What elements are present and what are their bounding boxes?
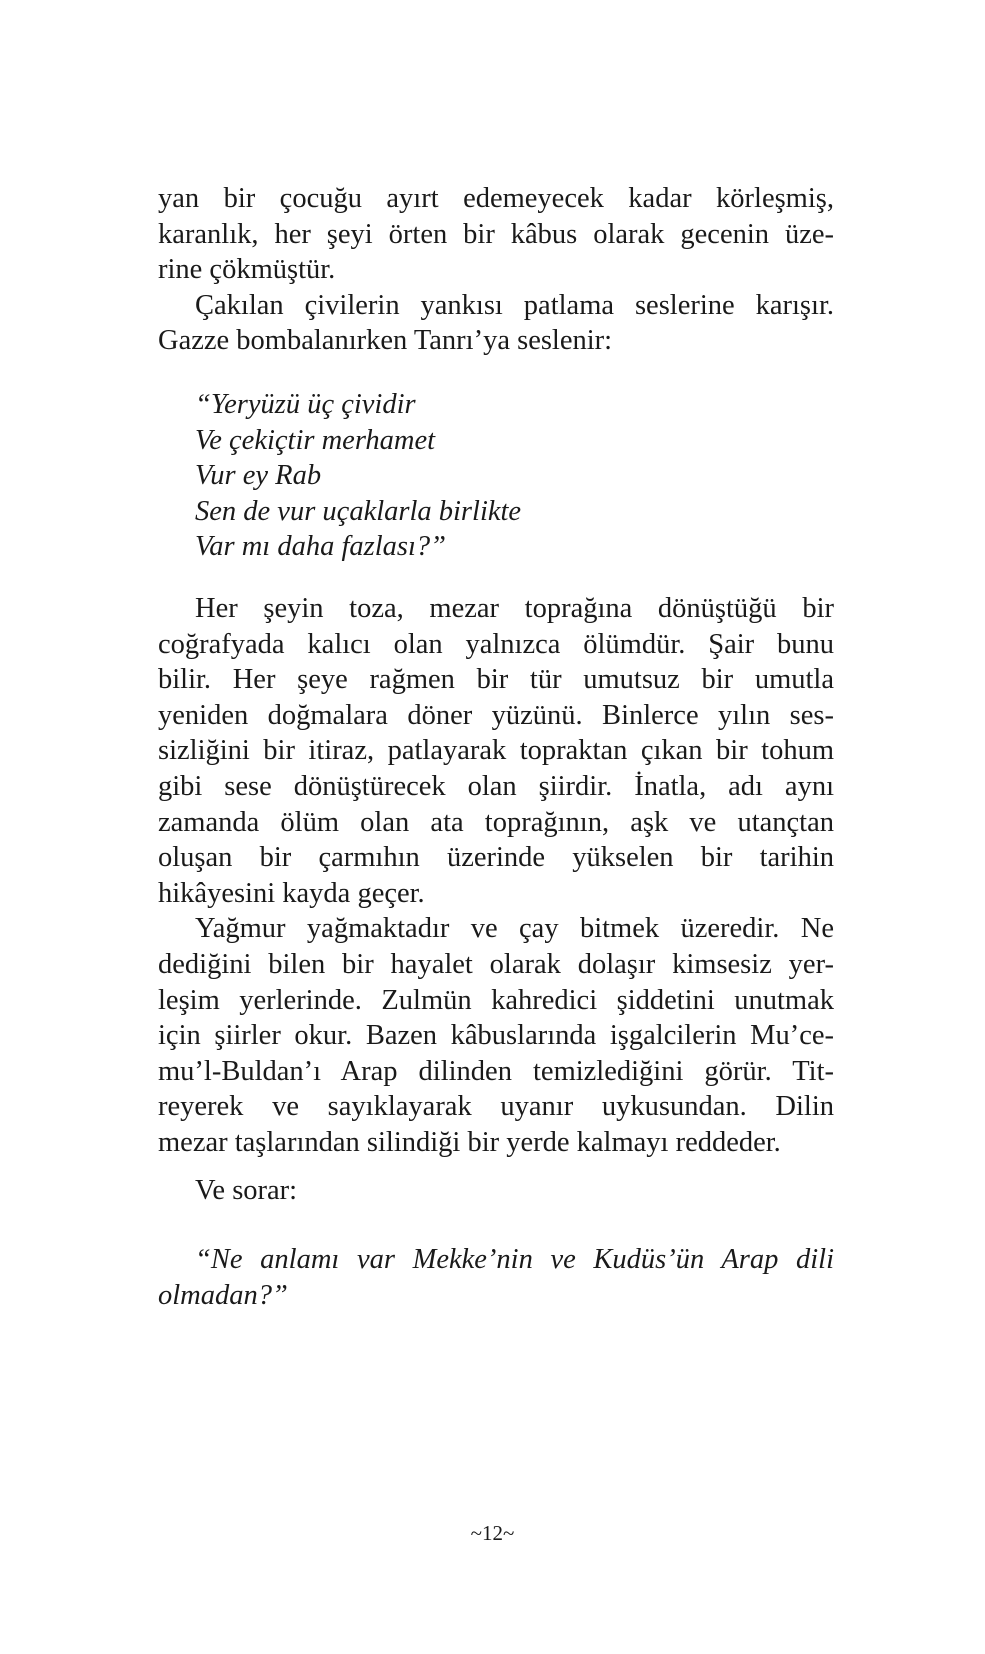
- text-line: sizliğini bir itiraz, patlayarak topraktan çıkan bir tohum: [158, 735, 834, 767]
- poem-line: Var mı daha fazlası?”: [195, 531, 447, 563]
- ve-sorar-line: Ve sorar:: [195, 1175, 298, 1206]
- page-number: ~12~: [470, 1521, 515, 1545]
- text-line: bilir. Her şeye rağmen bir tür umutsuz bir umutla: [158, 664, 834, 696]
- text-line: için şiirler okur. Bazen kâbuslarında işgalcilerin Mu’ce-: [158, 1020, 834, 1052]
- quote-line: olmadan?”: [158, 1279, 288, 1311]
- text-line: Çakılan çivilerin yankısı patlama seslerine karışır.: [195, 289, 834, 321]
- closing-quote: [158, 1242, 834, 1313]
- poem-line: “Yeryüzü üç çividir: [195, 389, 416, 420]
- text-line: yeniden doğmalara döner yüzünü. Binlerce yılın ses-: [158, 699, 834, 731]
- text-line: gibi sese dönüştürecek olan şiirdir. İnatla, adı aynı: [158, 770, 834, 802]
- text-line: karanlık, her şeyi örten bir kâbus olarak gecenin üze-: [158, 218, 834, 250]
- poem: [195, 387, 521, 565]
- text-line: yan bir çocuğu ayırt edemeyecek kadar körleşmiş,: [158, 183, 834, 214]
- text-line: coğrafyada kalıcı olan yalnızca ölümdür. Şair bunu: [158, 628, 834, 660]
- text-line: mu’l-Buldan’ı Arap dilinden temizlediğini görür. Tit-: [158, 1055, 834, 1087]
- text-line: reyerek ve sayıklayarak uyanır uykusundan. Dilin: [158, 1091, 834, 1123]
- text-line: oluşan bir çarmıhın üzerinde yükselen bir tarihin: [158, 842, 834, 874]
- text-line: Gazze bombalanırken Tanrı’ya seslenir:: [158, 325, 613, 357]
- text-line: hikâyesini kayda geçer.: [158, 877, 425, 909]
- text-line: rine çökmüştür.: [158, 254, 336, 286]
- text-line: mezar taşlarından silindiği bir yerde kalmayı reddeder.: [158, 1126, 781, 1158]
- poem-line: Sen de vur uçaklarla birlikte: [195, 495, 522, 527]
- text-line: leşim yerlerinde. Zulmün kahredici şiddetini unutmak: [158, 984, 834, 1016]
- paragraph-top: [158, 181, 834, 359]
- text-line: Her şeyin toza, mezar toprağına dönüştüğü bir: [195, 593, 834, 624]
- text-line: zamanda ölüm olan ata toprağının, aşk ve utançtan: [158, 806, 834, 838]
- text-line: dediğini bilen bir hayalet olarak dolaşır kimsesiz yer-: [158, 948, 834, 980]
- paragraph-middle: [158, 591, 834, 1161]
- quote-line: “Ne anlamı var Mekke’nin ve Kudüs’ün Arap dili: [195, 1244, 834, 1275]
- text-line: Yağmur yağmaktadır ve çay bitmek üzeredir. Ne: [195, 913, 834, 945]
- poem-line: Ve çekiçtir merhamet: [195, 424, 436, 456]
- poem-line: Vur ey Rab: [195, 460, 322, 492]
